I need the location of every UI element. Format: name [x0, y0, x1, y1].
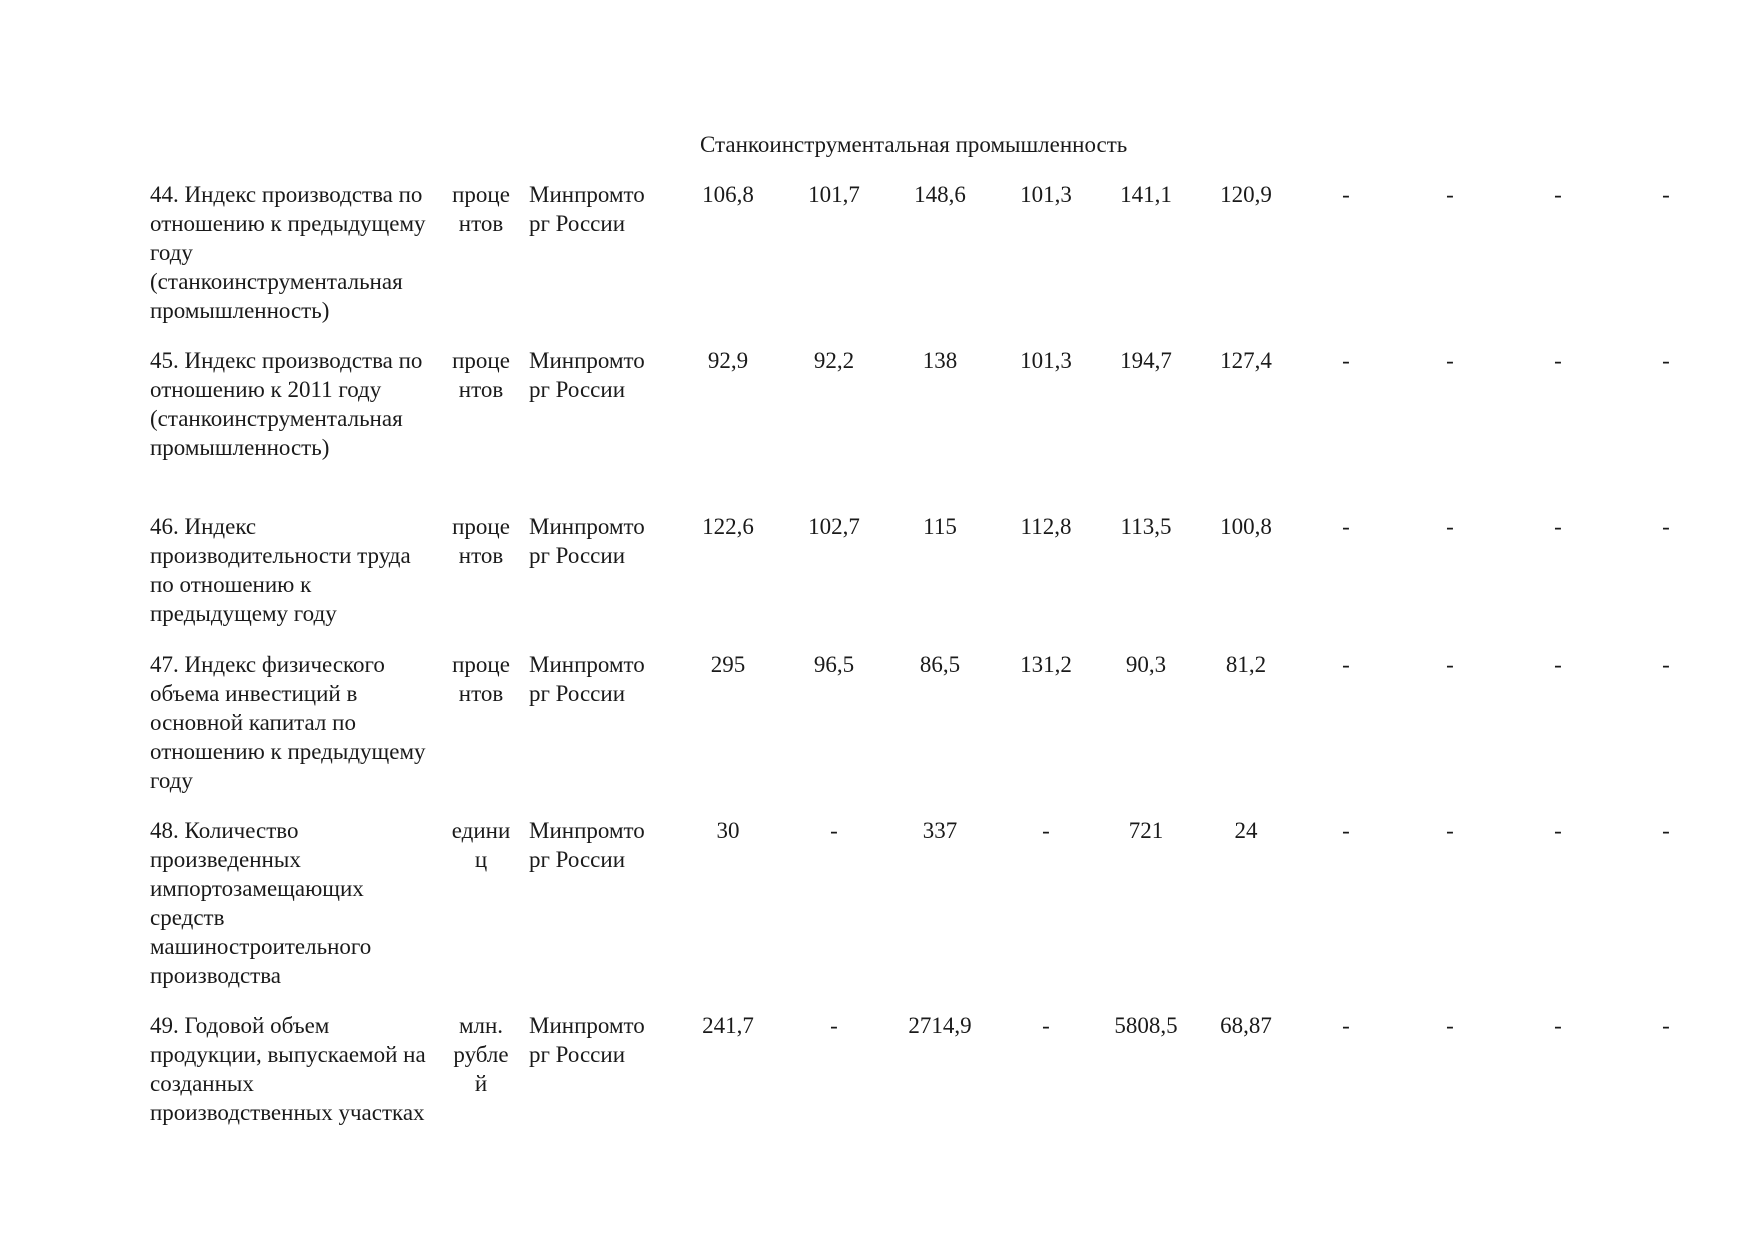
value-cell: 148,6: [914, 182, 966, 207]
value-cell: -: [1554, 182, 1562, 207]
value-cell: -: [1446, 514, 1454, 539]
unit: едини ц: [451, 818, 511, 872]
value-cell: 101,3: [1020, 182, 1072, 207]
value-cell: -: [1554, 818, 1562, 843]
value-cell: -: [1446, 652, 1454, 677]
value-cell: -: [1042, 1013, 1050, 1038]
value-cell: 24: [1234, 818, 1258, 843]
source: Минпромто рг России: [529, 1013, 645, 1067]
value-cell: 30: [716, 818, 740, 843]
source: Минпромто рг России: [529, 514, 645, 568]
unit: проце нтов: [452, 182, 510, 236]
value-cell: 115: [923, 514, 957, 539]
value-cell: -: [1446, 348, 1454, 373]
value-cell: 102,7: [808, 514, 860, 539]
value-cell: 92,2: [813, 348, 855, 373]
source: Минпромто рг России: [529, 182, 645, 236]
indicator-name: 48. Количество произведенных импортозамещающих средств машиностроительного производства: [150, 818, 372, 988]
value-cell: -: [1342, 1013, 1350, 1038]
value-cell: 101,7: [808, 182, 860, 207]
value-cell: 113,5: [1120, 514, 1172, 539]
value-cell: -: [1342, 182, 1350, 207]
source: Минпромто рг России: [529, 652, 645, 706]
value-cell: 138: [922, 348, 958, 373]
unit: проце нтов: [452, 348, 510, 402]
unit: проце нтов: [452, 514, 510, 568]
indicator-name: 47. Индекс физического объема инвестиций в основной капитал по отношению к предыдущему году: [150, 652, 426, 793]
value-cell: 721: [1128, 818, 1164, 843]
value-cell: -: [1446, 1013, 1454, 1038]
value-cell: 131,2: [1020, 652, 1072, 677]
value-cell: -: [1662, 818, 1670, 843]
source: Минпромто рг России: [529, 818, 645, 872]
value-cell: 122,6: [702, 514, 754, 539]
indicator-name: 44. Индекс производства по отношению к предыдущему году (станкоинструментальная промышленность): [150, 182, 426, 323]
value-cell: -: [1662, 1013, 1670, 1038]
value-cell: -: [1554, 348, 1562, 373]
value-cell: 337: [922, 818, 958, 843]
value-cell: -: [830, 1013, 838, 1038]
value-cell: -: [1554, 514, 1562, 539]
value-cell: 241,7: [702, 1013, 754, 1038]
value-cell: 5808,5: [1114, 1013, 1178, 1038]
unit: проце нтов: [452, 652, 510, 706]
value-cell: 2714,9: [908, 1013, 972, 1038]
value-cell: 295: [710, 652, 746, 677]
unit: млн. рубле й: [453, 1013, 509, 1096]
value-cell: -: [1042, 818, 1050, 843]
value-cell: 90,3: [1125, 652, 1167, 677]
value-cell: -: [1342, 514, 1350, 539]
value-cell: 100,8: [1220, 514, 1272, 539]
source: Минпромто рг России: [529, 348, 645, 402]
value-cell: 92,9: [707, 348, 749, 373]
value-cell: -: [1662, 652, 1670, 677]
value-cell: -: [1342, 652, 1350, 677]
value-cell: -: [1446, 818, 1454, 843]
value-cell: -: [1342, 348, 1350, 373]
value-cell: -: [830, 818, 838, 843]
indicator-name: 49. Годовой объем продукции, выпускаемой на созданных производственных участках: [150, 1013, 426, 1125]
value-cell: 112,8: [1020, 514, 1072, 539]
value-cell: 141,1: [1120, 182, 1172, 207]
value-cell: 120,9: [1220, 182, 1272, 207]
value-cell: -: [1662, 348, 1670, 373]
value-cell: 106,8: [702, 182, 754, 207]
value-cell: -: [1554, 652, 1562, 677]
value-cell: 101,3: [1020, 348, 1072, 373]
value-cell: 127,4: [1220, 348, 1272, 373]
value-cell: 86,5: [919, 652, 961, 677]
value-cell: 194,7: [1120, 348, 1172, 373]
indicator-name: 46. Индекс производительности труда по отношению к предыдущему году: [150, 514, 411, 626]
value-cell: 68,87: [1220, 1013, 1272, 1038]
value-cell: -: [1662, 514, 1670, 539]
indicator-name: 45. Индекс производства по отношению к 2011 году (станкоинструментальная промышленность): [150, 348, 423, 460]
value-cell: -: [1446, 182, 1454, 207]
value-cell: -: [1342, 818, 1350, 843]
section-title: Станкоинструментальная промышленность: [700, 132, 1128, 157]
value-cell: -: [1554, 1013, 1562, 1038]
value-cell: 81,2: [1225, 652, 1267, 677]
value-cell: -: [1662, 182, 1670, 207]
value-cell: 96,5: [813, 652, 855, 677]
